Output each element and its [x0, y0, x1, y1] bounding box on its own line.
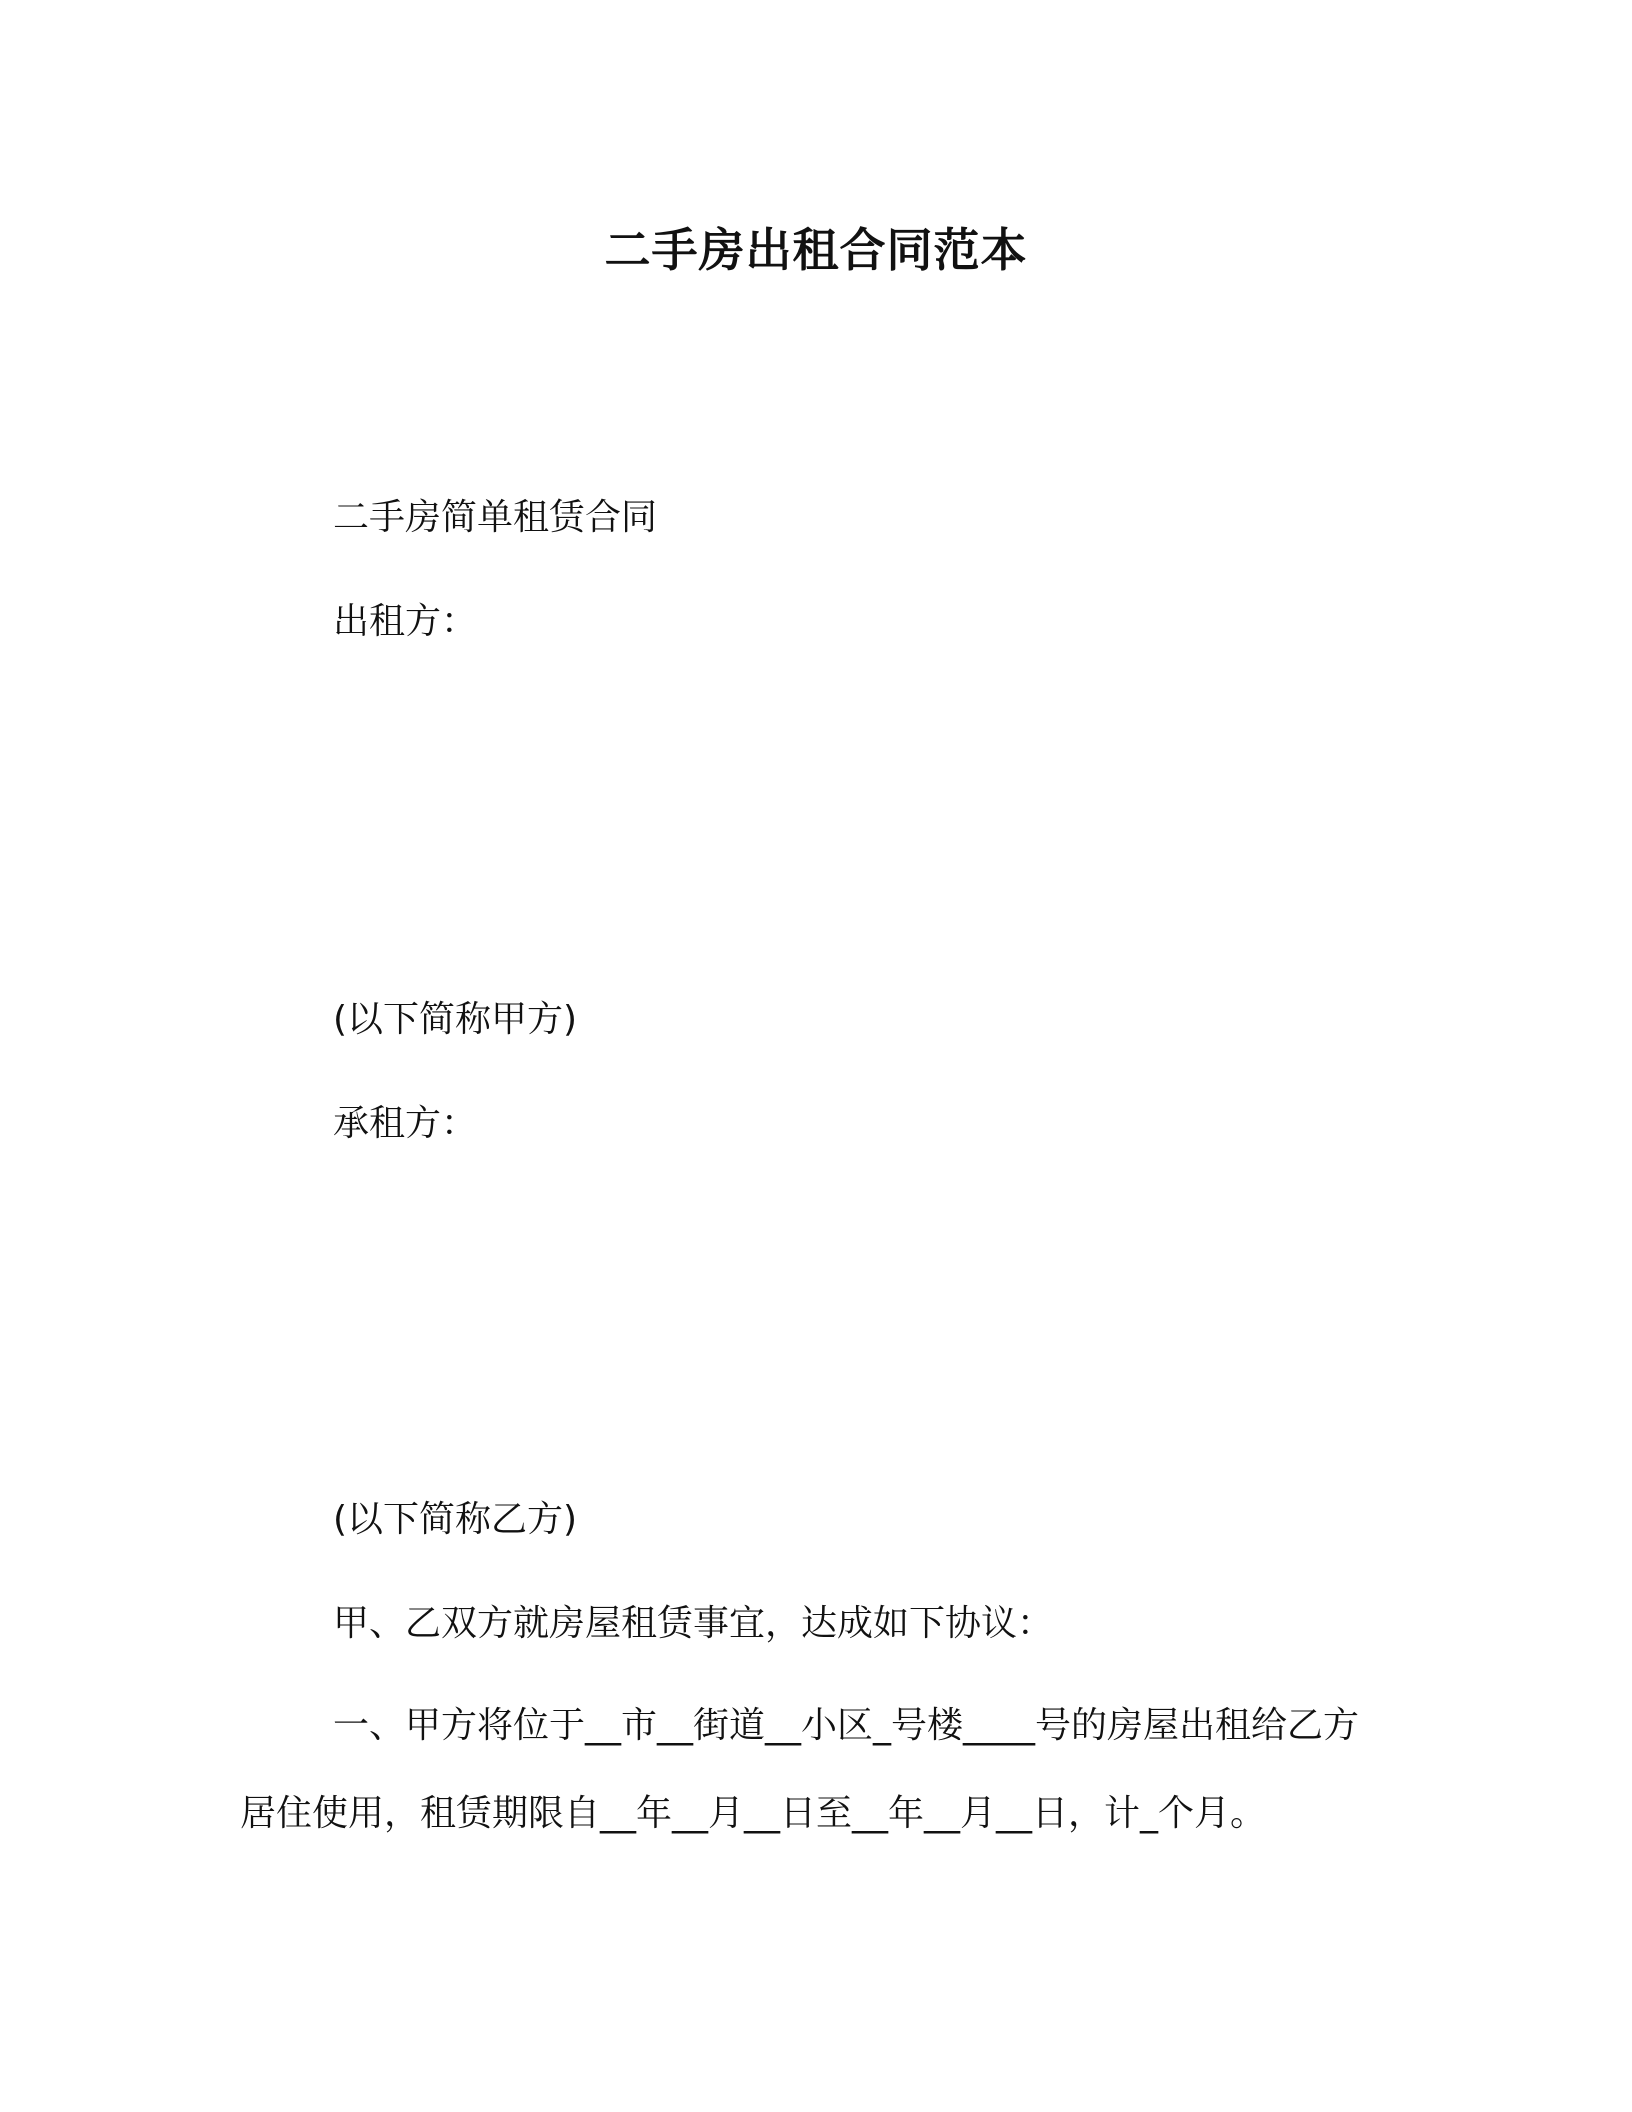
lessor-label: 出租方：: [333, 601, 478, 642]
clause-1-text: 一、甲方将位于__市__街道__小区_号楼____号的房屋出租给乙方居住使用，租赁期限自__年__月__日至__年__月__日，计_个月。: [240, 1705, 1360, 1834]
lessee-note: (以下简称乙方): [333, 1499, 578, 1540]
lessor-note: (以下简称甲方): [333, 999, 578, 1040]
document-title: 二手房出租合同范本: [604, 223, 1028, 277]
preamble-text: 甲、乙双方就房屋租赁事宜，达成如下协议：: [333, 1603, 1054, 1644]
lessee-label: 承租方：: [333, 1103, 478, 1144]
contract-subtitle: 二手房简单租赁合同: [333, 497, 658, 538]
